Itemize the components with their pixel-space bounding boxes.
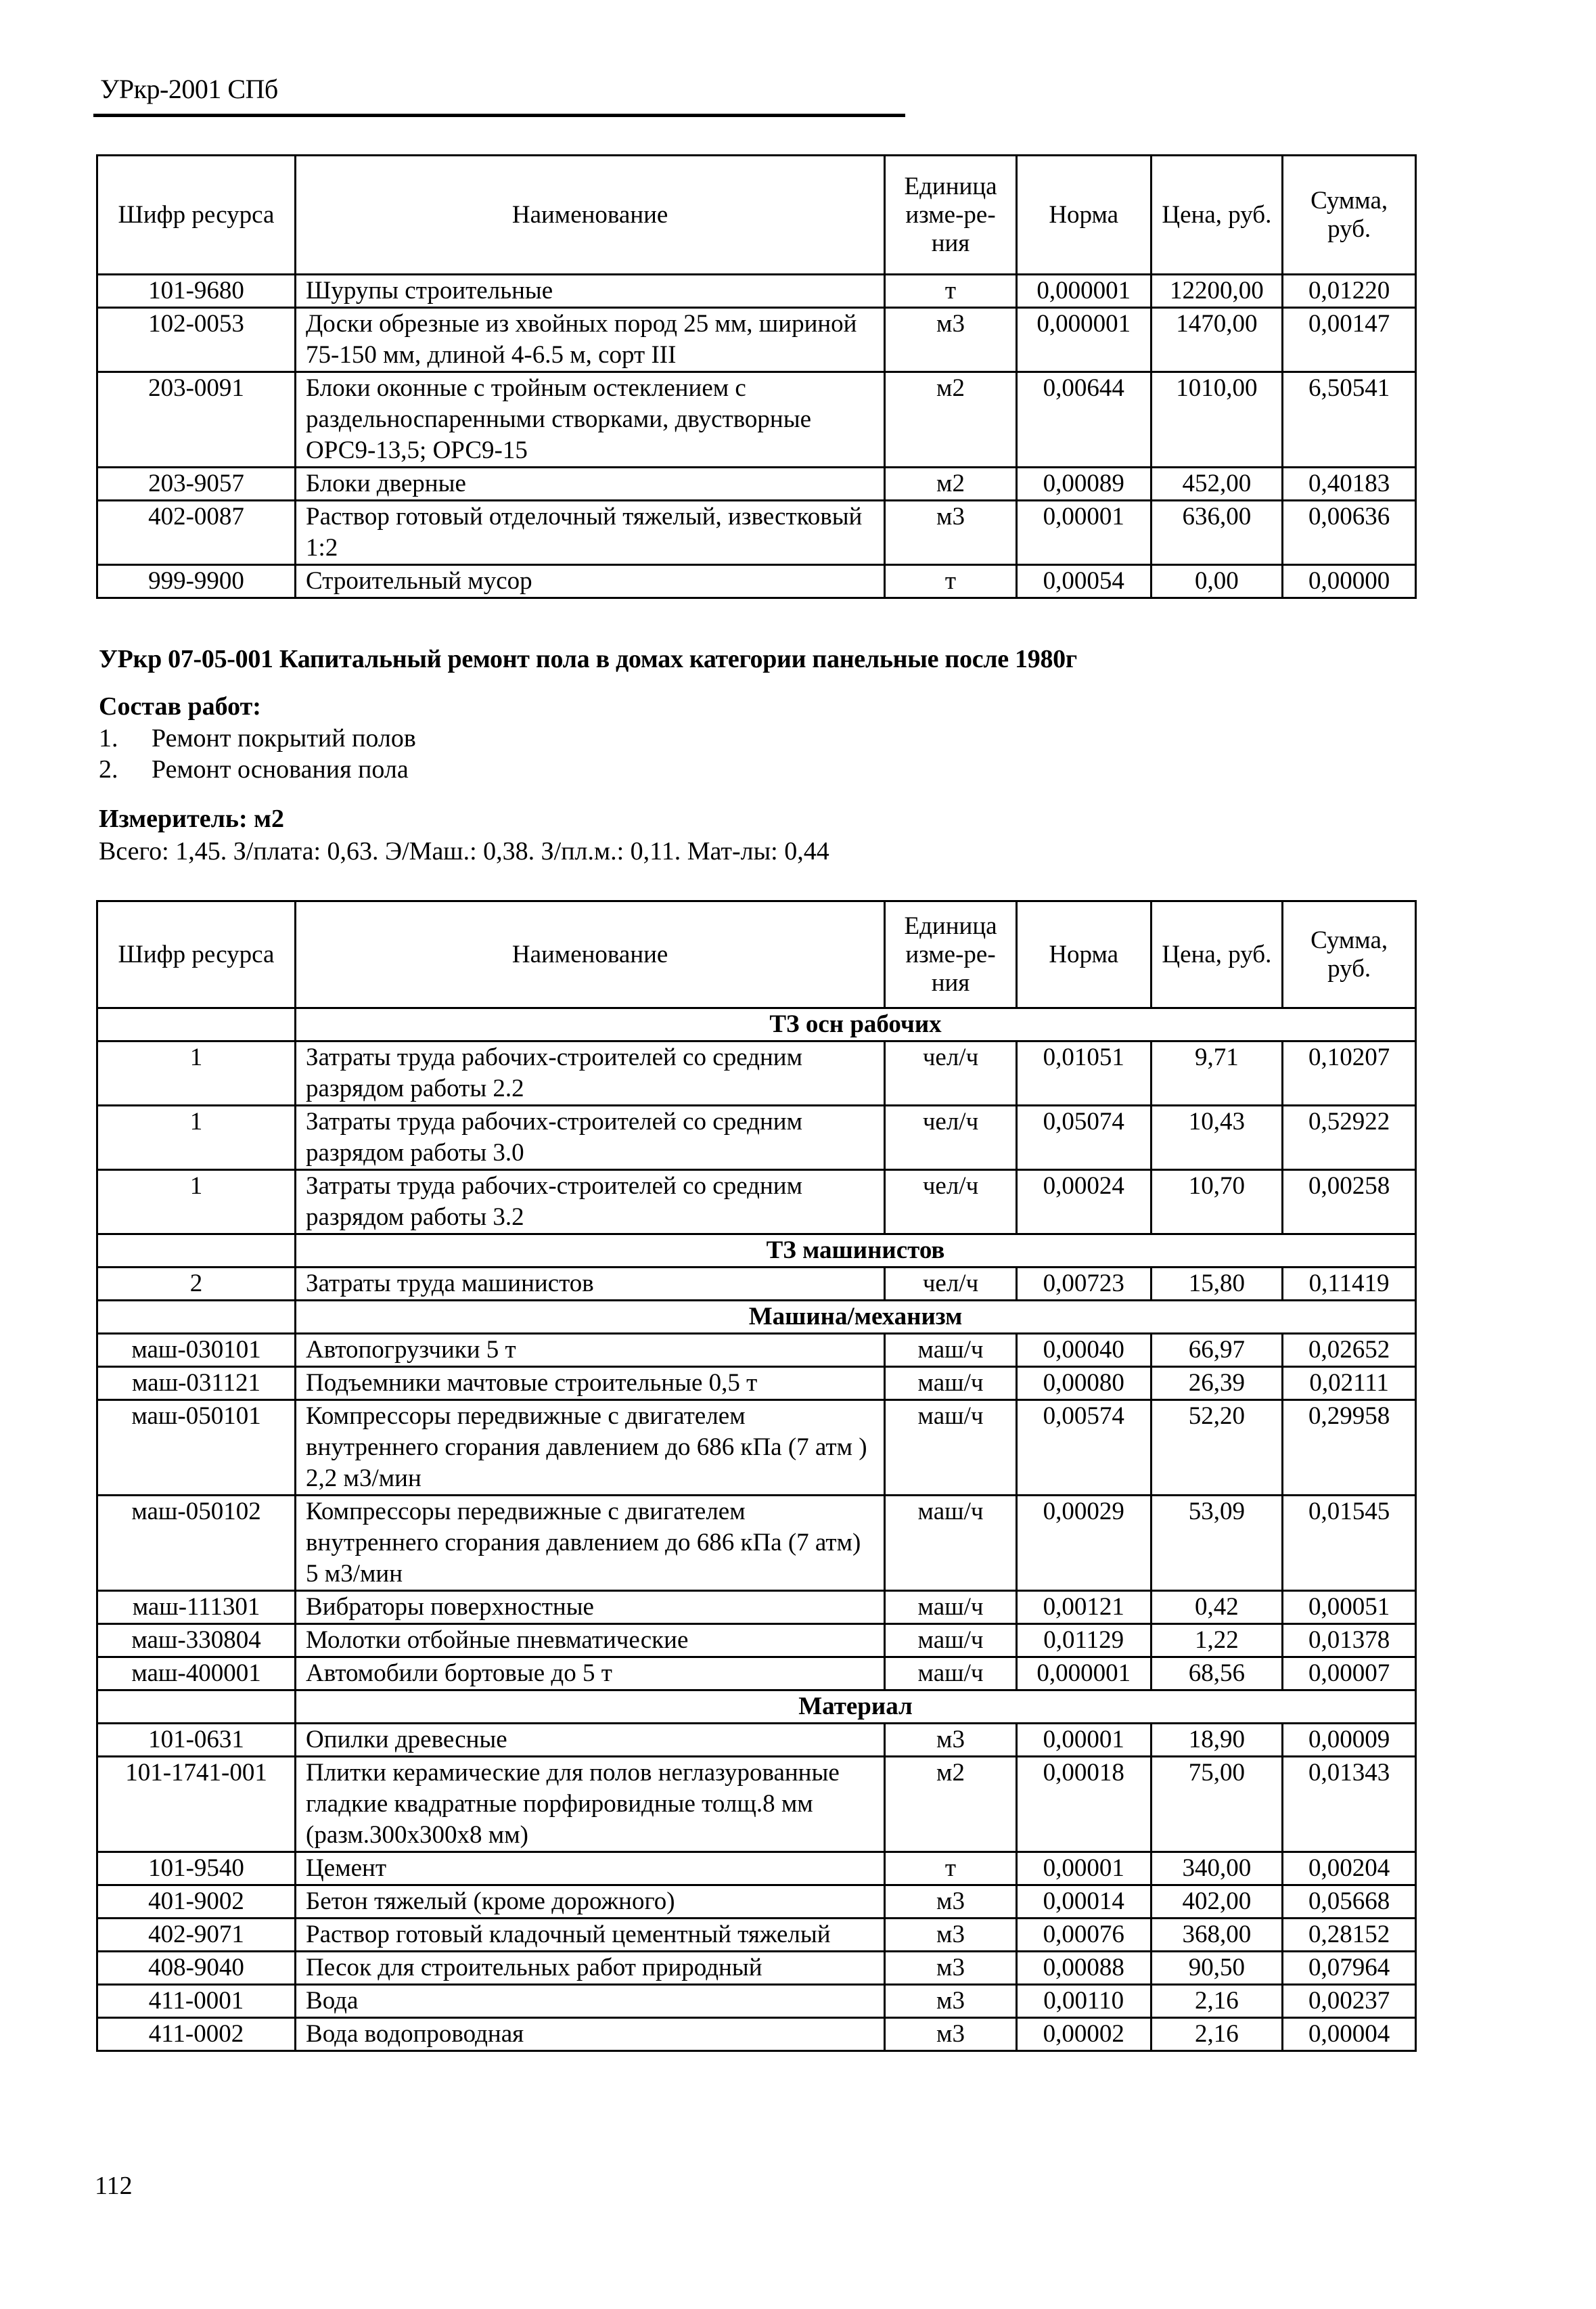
resource-price: 0,00 [1151, 565, 1283, 598]
table-row [97, 1657, 1416, 1690]
resource-sum: 0,00636 [1283, 501, 1416, 565]
table-row [97, 308, 1416, 372]
resource-unit: м3 [885, 308, 1017, 372]
resource-price: 75,00 [1151, 1757, 1283, 1852]
resource-sum: 0,02652 [1283, 1334, 1416, 1367]
resource-price: 68,56 [1151, 1657, 1283, 1690]
resource-sum: 0,00004 [1283, 2018, 1416, 2051]
resource-price: 2,16 [1151, 2018, 1283, 2051]
resource-sum: 0,11419 [1283, 1268, 1416, 1301]
resource-unit: м3 [885, 1724, 1017, 1757]
resource-norm: 0,00080 [1016, 1367, 1151, 1400]
resource-price: 1,22 [1151, 1624, 1283, 1657]
resource-code: 1 [97, 1106, 296, 1170]
section-title: Машина/механизм [296, 1301, 1416, 1334]
totals-line: Всего: 1,45. З/плата: 0,63. Э/Маш.: 0,38. З/пл.м.: 0,11. Мат-лы: 0,44 [99, 837, 829, 866]
meter-label: Измеритель: м2 [99, 805, 285, 833]
table-row [97, 275, 1416, 308]
table-row [97, 1268, 1416, 1301]
resource-name: Затраты труда рабочих-строителей со средним разрядом работы 3.2 [296, 1170, 885, 1234]
resource-code: 101-9680 [97, 275, 296, 308]
resource-sum: 0,01343 [1283, 1757, 1416, 1852]
resource-sum: 6,50541 [1283, 372, 1416, 468]
resource-name: Доски обрезные из хвойных пород 25 мм, шириной 75-150 мм, длиной 4-6.5 м, сорт III [296, 308, 885, 372]
resource-price: 340,00 [1151, 1852, 1283, 1885]
col-header-norm: Норма [1016, 901, 1151, 1008]
table-row [97, 565, 1416, 598]
resource-unit: м2 [885, 1757, 1017, 1852]
col-header-price: Цена, руб. [1151, 156, 1283, 275]
resource-sum: 0,00237 [1283, 1985, 1416, 2018]
table-row [97, 1170, 1416, 1234]
resource-norm: 0,00121 [1016, 1591, 1151, 1624]
col-header-name: Наименование [296, 901, 885, 1008]
table-row [97, 2018, 1416, 2051]
resource-unit: маш/ч [885, 1334, 1017, 1367]
resource-sum: 0,00147 [1283, 308, 1416, 372]
resource-norm: 0,01129 [1016, 1624, 1151, 1657]
resource-norm: 0,000001 [1016, 275, 1151, 308]
section-title: ТЗ машинистов [296, 1234, 1416, 1268]
resource-name: Вода [296, 1985, 885, 2018]
resource-code: маш-330804 [97, 1624, 296, 1657]
resource-name: Компрессоры передвижные с двигателем внутреннего сгорания давлением до 686 кПа (7 атм ) 2,2 м3/мин [296, 1400, 885, 1496]
table-row [97, 1106, 1416, 1170]
resource-name: Автомобили бортовые до 5 т [296, 1657, 885, 1690]
resource-sum: 0,00204 [1283, 1852, 1416, 1885]
works-item: 1. Ремонт покрытий полов [99, 724, 416, 753]
resource-price: 9,71 [1151, 1041, 1283, 1106]
resource-code: 101-0631 [97, 1724, 296, 1757]
resource-code: 101-9540 [97, 1852, 296, 1885]
resource-name: Подъемники мачтовые строительные 0,5 т [296, 1367, 885, 1400]
resource-sum: 0,29958 [1283, 1400, 1416, 1496]
resource-price: 10,43 [1151, 1106, 1283, 1170]
resource-sum: 0,28152 [1283, 1919, 1416, 1952]
resource-unit: т [885, 275, 1017, 308]
resource-code: 1 [97, 1041, 296, 1106]
resource-norm: 0,00001 [1016, 1724, 1151, 1757]
resource-name: Автопогрузчики 5 т [296, 1334, 885, 1367]
resource-price: 15,80 [1151, 1268, 1283, 1301]
resource-norm: 0,00024 [1016, 1170, 1151, 1234]
page-number: 112 [95, 2172, 133, 2200]
resource-norm: 0,00001 [1016, 501, 1151, 565]
resource-code: 203-0091 [97, 372, 296, 468]
resource-name: Цемент [296, 1852, 885, 1885]
resource-unit: чел/ч [885, 1041, 1017, 1106]
resource-unit: м3 [885, 501, 1017, 565]
table-row [97, 372, 1416, 468]
resource-name: Вода водопроводная [296, 2018, 885, 2051]
resource-name: Вибраторы поверхностные [296, 1591, 885, 1624]
resource-code: 999-9900 [97, 565, 296, 598]
resource-price: 26,39 [1151, 1367, 1283, 1400]
table-row [97, 1724, 1416, 1757]
resource-code: 402-9071 [97, 1919, 296, 1952]
resource-price: 368,00 [1151, 1919, 1283, 1952]
col-header-code: Шифр ресурса [97, 156, 296, 275]
resource-sum: 0,52922 [1283, 1106, 1416, 1170]
resource-sum: 0,40183 [1283, 468, 1416, 501]
section-header-row [97, 1690, 1416, 1724]
resource-price: 66,97 [1151, 1334, 1283, 1367]
resource-name: Затраты труда машинистов [296, 1268, 885, 1301]
resource-unit: м3 [885, 1919, 1017, 1952]
resource-price: 18,90 [1151, 1724, 1283, 1757]
resource-unit: маш/ч [885, 1624, 1017, 1657]
resource-name: Песок для строительных работ природный [296, 1952, 885, 1985]
table-row [97, 1852, 1416, 1885]
resources-table-continued [96, 154, 1417, 599]
resource-norm: 0,000001 [1016, 308, 1151, 372]
table-row [97, 1496, 1416, 1591]
section-empty-cell [97, 1301, 296, 1334]
resource-unit: м3 [885, 1885, 1017, 1919]
resource-unit: чел/ч [885, 1170, 1017, 1234]
resource-norm: 0,00014 [1016, 1885, 1151, 1919]
resource-unit: м2 [885, 372, 1017, 468]
col-header-sum: Сумма, руб. [1283, 901, 1416, 1008]
resource-unit: т [885, 565, 1017, 598]
resource-price: 12200,00 [1151, 275, 1283, 308]
resource-sum: 0,10207 [1283, 1041, 1416, 1106]
resource-name: Затраты труда рабочих-строителей со средним разрядом работы 2.2 [296, 1041, 885, 1106]
resource-code: 203-9057 [97, 468, 296, 501]
col-header-unit: Единица изме-ре-ния [885, 156, 1017, 275]
resource-price: 90,50 [1151, 1952, 1283, 1985]
running-head: УРкр-2001 СПб [100, 74, 278, 104]
table-row [97, 1757, 1416, 1852]
resource-sum: 0,01545 [1283, 1496, 1416, 1591]
resource-name: Компрессоры передвижные с двигателем внутреннего сгорания давлением до 686 кПа (7 атм) 5 м3/мин [296, 1496, 885, 1591]
col-header-sum: Сумма, руб. [1283, 156, 1416, 275]
section-empty-cell [97, 1234, 296, 1268]
table-body [97, 1008, 1416, 2051]
resource-name: Опилки древесные [296, 1724, 885, 1757]
resource-unit: чел/ч [885, 1268, 1017, 1301]
resource-norm: 0,00040 [1016, 1334, 1151, 1367]
resource-unit: маш/ч [885, 1496, 1017, 1591]
resource-norm: 0,00054 [1016, 565, 1151, 598]
resource-norm: 0,00001 [1016, 1852, 1151, 1885]
resource-unit: м3 [885, 1985, 1017, 2018]
table-row [97, 1885, 1416, 1919]
table-row [97, 1985, 1416, 2018]
resource-price: 53,09 [1151, 1496, 1283, 1591]
resource-norm: 0,000001 [1016, 1657, 1151, 1690]
section-header-row [97, 1234, 1416, 1268]
resource-norm: 0,01051 [1016, 1041, 1151, 1106]
resource-code: 411-0002 [97, 2018, 296, 2051]
resource-price: 2,16 [1151, 1985, 1283, 2018]
table-header-row [97, 156, 1416, 275]
resource-norm: 0,00076 [1016, 1919, 1151, 1952]
resource-name: Молотки отбойные пневматические [296, 1624, 885, 1657]
table-row [97, 468, 1416, 501]
resource-code: маш-031121 [97, 1367, 296, 1400]
resource-name: Раствор готовый отделочный тяжелый, известковый 1:2 [296, 501, 885, 565]
col-header-name: Наименование [296, 156, 885, 275]
resource-unit: чел/ч [885, 1106, 1017, 1170]
resource-code: 1 [97, 1170, 296, 1234]
section-header-row [97, 1008, 1416, 1041]
resource-sum: 0,00000 [1283, 565, 1416, 598]
works-label: Состав работ: [99, 692, 261, 721]
col-header-norm: Норма [1016, 156, 1151, 275]
section-empty-cell [97, 1690, 296, 1724]
resource-unit: т [885, 1852, 1017, 1885]
resource-name: Раствор готовый кладочный цементный тяжелый [296, 1919, 885, 1952]
section-header-row [97, 1301, 1416, 1334]
resource-norm: 0,00002 [1016, 2018, 1151, 2051]
resource-unit: м3 [885, 2018, 1017, 2051]
resource-norm: 0,00574 [1016, 1400, 1151, 1496]
resource-sum: 0,00258 [1283, 1170, 1416, 1234]
resource-code: маш-050102 [97, 1496, 296, 1591]
resource-code: маш-400001 [97, 1657, 296, 1690]
resource-code: 2 [97, 1268, 296, 1301]
section-title: ТЗ осн рабочих [296, 1008, 1416, 1041]
section-empty-cell [97, 1008, 296, 1041]
works-item: 2. Ремонт основания пола [99, 755, 409, 784]
resource-norm: 0,00018 [1016, 1757, 1151, 1852]
resource-norm: 0,00088 [1016, 1952, 1151, 1985]
resource-norm: 0,00029 [1016, 1496, 1151, 1591]
resource-name: Строительный мусор [296, 565, 885, 598]
norm-title: УРкр 07-05-001 Капитальный ремонт пола в домах категории панельные после 1980г [99, 645, 1077, 673]
resource-price: 402,00 [1151, 1885, 1283, 1919]
table-row [97, 1919, 1416, 1952]
table-row [97, 1624, 1416, 1657]
resource-norm: 0,00089 [1016, 468, 1151, 501]
resource-code: маш-030101 [97, 1334, 296, 1367]
resource-name: Бетон тяжелый (кроме дорожного) [296, 1885, 885, 1919]
resource-norm: 0,05074 [1016, 1106, 1151, 1170]
table-row [97, 1334, 1416, 1367]
col-header-unit: Единица изме-ре-ния [885, 901, 1017, 1008]
resource-code: 408-9040 [97, 1952, 296, 1985]
resource-price: 1470,00 [1151, 308, 1283, 372]
resource-norm: 0,00723 [1016, 1268, 1151, 1301]
resource-sum: 0,01378 [1283, 1624, 1416, 1657]
col-header-price: Цена, руб. [1151, 901, 1283, 1008]
col-header-code: Шифр ресурса [97, 901, 296, 1008]
resource-code: маш-050101 [97, 1400, 296, 1496]
resource-unit: м3 [885, 1952, 1017, 1985]
header-rule [93, 114, 905, 117]
resource-price: 636,00 [1151, 501, 1283, 565]
resource-code: 411-0001 [97, 1985, 296, 2018]
resource-price: 452,00 [1151, 468, 1283, 501]
resource-name: Блоки оконные с тройным остеклением с раздельноспаренными створками, двустворные ОРС9-13,5; ОРС9-15 [296, 372, 885, 468]
resource-code: 102-0053 [97, 308, 296, 372]
resource-sum: 0,01220 [1283, 275, 1416, 308]
table-body [97, 275, 1416, 598]
table-row [97, 1952, 1416, 1985]
works-list [99, 723, 416, 785]
resource-unit: маш/ч [885, 1657, 1017, 1690]
resource-code: маш-111301 [97, 1591, 296, 1624]
resource-sum: 0,02111 [1283, 1367, 1416, 1400]
resource-sum: 0,05668 [1283, 1885, 1416, 1919]
resource-sum: 0,00051 [1283, 1591, 1416, 1624]
resource-price: 10,70 [1151, 1170, 1283, 1234]
resource-price: 1010,00 [1151, 372, 1283, 468]
section-title: Материал [296, 1690, 1416, 1724]
resource-unit: маш/ч [885, 1400, 1017, 1496]
resource-unit: м2 [885, 468, 1017, 501]
resource-sum: 0,00009 [1283, 1724, 1416, 1757]
resources-table [96, 900, 1417, 2052]
resource-sum: 0,07964 [1283, 1952, 1416, 1985]
table-row [97, 1400, 1416, 1496]
table-header-row [97, 901, 1416, 1008]
resource-code: 101-1741-001 [97, 1757, 296, 1852]
resource-code: 401-9002 [97, 1885, 296, 1919]
resource-sum: 0,00007 [1283, 1657, 1416, 1690]
table-row [97, 501, 1416, 565]
table-row [97, 1591, 1416, 1624]
resource-unit: маш/ч [885, 1591, 1017, 1624]
table-row [97, 1041, 1416, 1106]
resource-name: Блоки дверные [296, 468, 885, 501]
resource-norm: 0,00644 [1016, 372, 1151, 468]
resource-name: Шурупы строительные [296, 275, 885, 308]
resource-name: Плитки керамические для полов неглазурованные гладкие квадратные порфировидные толщ.8 мм (разм.300х300х8 мм) [296, 1757, 885, 1852]
resource-code: 402-0087 [97, 501, 296, 565]
resource-norm: 0,00110 [1016, 1985, 1151, 2018]
resource-name: Затраты труда рабочих-строителей со средним разрядом работы 3.0 [296, 1106, 885, 1170]
resource-price: 0,42 [1151, 1591, 1283, 1624]
resource-unit: маш/ч [885, 1367, 1017, 1400]
table-row [97, 1367, 1416, 1400]
resource-price: 52,20 [1151, 1400, 1283, 1496]
